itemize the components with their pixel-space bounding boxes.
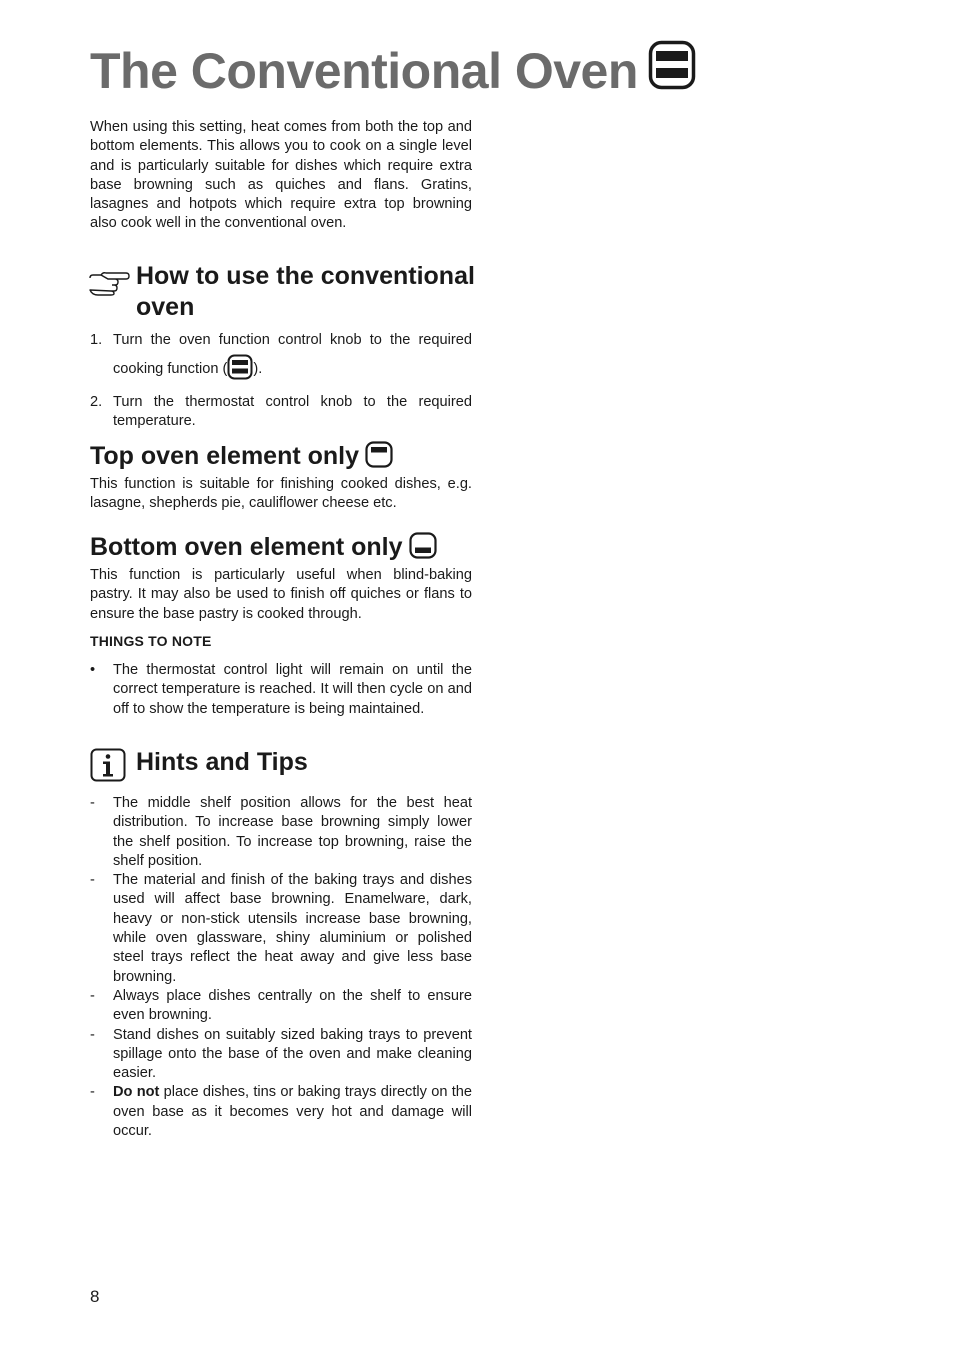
- bottom-element-icon: [409, 537, 437, 565]
- top-element-text: This function is suitable for finishing cooked dishes, e.g. lasagne, shepherds pie, cauliflower cheese etc.: [90, 476, 472, 512]
- things-to-note-heading: THINGS TO NOTE: [90, 633, 212, 649]
- intro-paragraph: When using this setting, heat comes from both the top and bottom elements. This allows you to cook on a single level and is particularly suitable for dishes which require extra base browning such as quiches and flans. Gratins, lasagnes and hotpots which require extra top browning also cook well in the conventional oven.: [90, 119, 472, 232]
- list-item: - Stand dishes on suitably sized baking trays to prevent spillage onto the base of the oven and make cleaning easier.: [90, 1026, 472, 1082]
- top-element-heading: Top oven element only: [90, 441, 393, 476]
- page-title: [90, 40, 696, 102]
- info-icon: [90, 748, 126, 787]
- list-item: - Do not place dishes, tins or baking trays directly on the oven base as it becomes very hot and damage will occur.: [90, 1084, 473, 1140]
- hints-list: [90, 794, 472, 1141]
- conventional-oven-icon: [227, 354, 253, 390]
- hints-heading: Hints and Tips: [136, 748, 308, 776]
- page-number: 8: [90, 1287, 100, 1306]
- bottom-element-heading: Bottom oven element only: [90, 532, 437, 567]
- list-item: • The thermostat control light will remain on until the correct temperature is reached. It will then cycle on and off to show the temperature is being maintained.: [90, 662, 472, 717]
- things-to-note-list: [90, 661, 472, 719]
- list-item: - Always place dishes centrally on the shelf to ensure even browning.: [90, 987, 472, 1024]
- list-item: - The middle shelf position allows for the best heat distribution. To increase base browning simply lower the shelf position. To increase top browning, raise the shelf position.: [90, 795, 472, 869]
- top-element-icon: [365, 446, 393, 474]
- list-item: - The material and finish of the baking trays and dishes used will affect base browning. Enamelware, dark, heavy or non-stick utensils increase base browning, while oven glassware, shiny aluminium or polished steel trays reflect the heat away and give less base browning.: [90, 872, 472, 985]
- list-item: 2. Turn the thermostat control knob to the required temperature.: [90, 394, 472, 430]
- list-item: 1. Turn the oven function control knob to the required cooking function ( ).: [90, 326, 472, 390]
- how-to-heading: How to use the conventional oven: [136, 262, 475, 321]
- conventional-oven-icon: [648, 40, 696, 102]
- bottom-element-text: This function is particularly useful when blind-baking pastry. It may also be used to finish off quiches or flans to ensure the base pastry is cooked through.: [90, 567, 472, 622]
- page-title-text: The Conventional Oven: [90, 43, 638, 99]
- how-to-steps: [90, 326, 472, 432]
- pointing-hand-icon: [88, 270, 130, 301]
